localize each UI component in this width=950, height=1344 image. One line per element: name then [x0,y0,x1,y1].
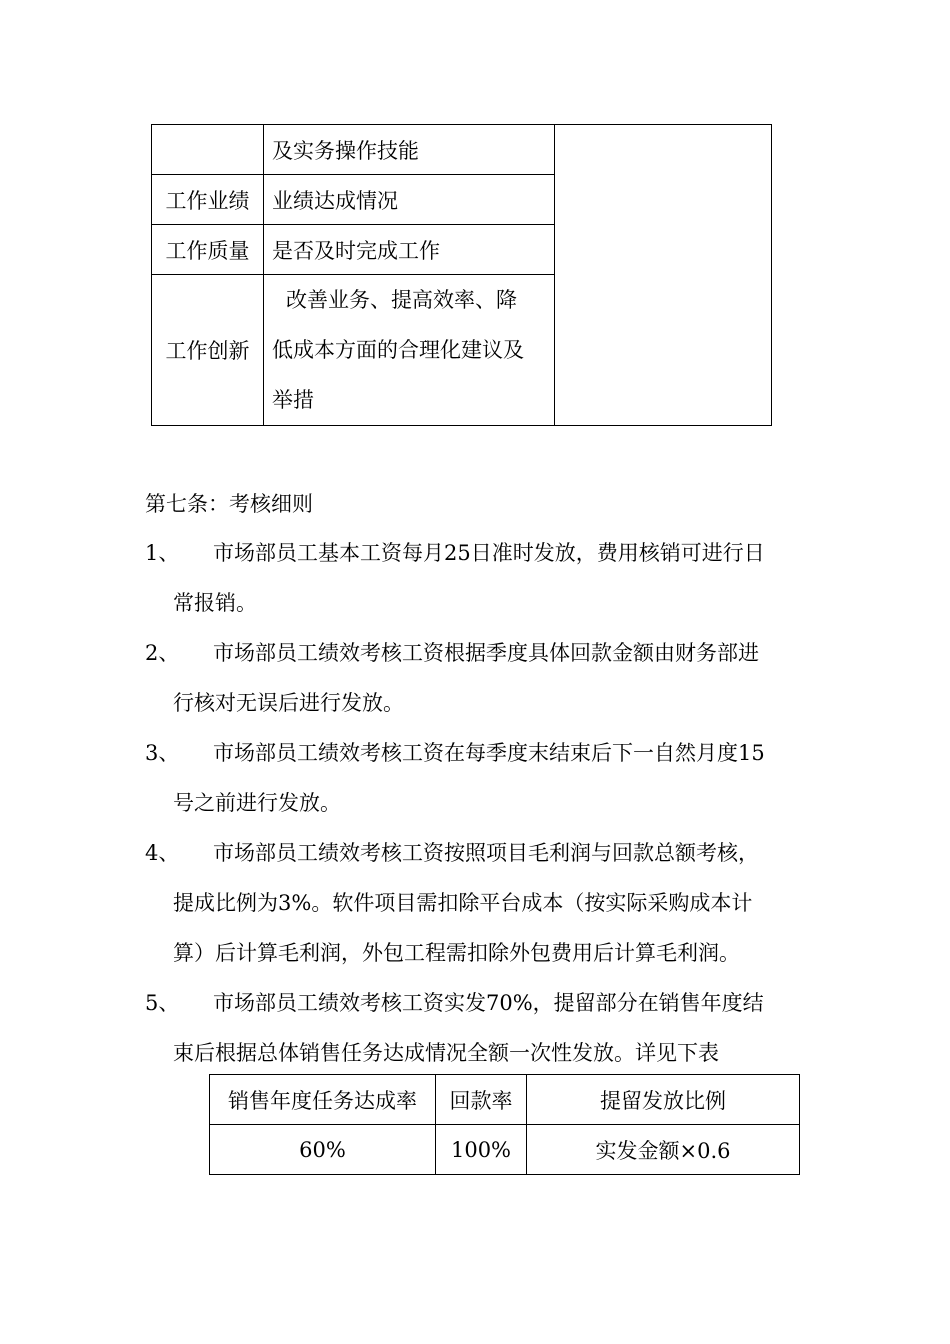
table-header-row [210,1075,800,1125]
item-line: 束后根据总体销售任务达成情况全额一次性发放。详见下表 [173,1041,719,1065]
list-item [145,528,815,628]
table-row [152,125,772,175]
criterion-cell: 及实务操作技能 [264,125,555,175]
list-item [145,828,815,978]
list-item [145,628,815,728]
item-number: 4、 [145,841,180,865]
table-cell: 60% [210,1125,436,1175]
column-header: 销售年度任务达成率 [210,1075,436,1125]
category-cell: 工作业绩 [152,175,264,225]
item-line: 市场部员工基本工资每月25日准时发放，费用核销可进行日 [213,541,765,565]
list-item [145,728,815,828]
score-cell [555,125,772,426]
list-item [145,978,815,1078]
category-cell: 工作质量 [152,225,264,275]
criterion-line: 改善业务、提高效率、降 [286,288,517,312]
criterion-cell [264,275,555,426]
evaluation-table [151,124,772,426]
section-heading: 第七条：考核细则 [145,492,313,516]
criterion-cell: 是否及时完成工作 [264,225,555,275]
category-cell [152,125,264,175]
table-row [210,1125,800,1175]
item-line: 行核对无误后进行发放。 [173,691,404,715]
item-number: 3、 [145,741,180,765]
item-number: 2、 [145,641,180,665]
category-cell: 工作创新 [152,275,264,426]
criterion-line: 低成本方面的合理化建议及 [272,338,524,362]
item-line: 提成比例为3%。软件项目需扣除平台成本（按实际采购成本计 [173,891,753,915]
item-line: 市场部员工绩效考核工资在每季度末结束后下一自然月度15 [213,741,765,765]
column-header: 提留发放比例 [527,1075,800,1125]
column-header: 回款率 [436,1075,527,1125]
criterion-line: 举措 [272,388,314,412]
criterion-cell: 业绩达成情况 [264,175,555,225]
item-number: 5、 [145,991,180,1015]
item-line: 号之前进行发放。 [173,791,341,815]
item-line: 市场部员工绩效考核工资实发70%，提留部分在销售年度结 [213,991,764,1015]
item-line: 市场部员工绩效考核工资根据季度具体回款金额由财务部进 [213,641,759,665]
item-line: 常报销。 [173,591,257,615]
item-line: 算）后计算毛利润，外包工程需扣除外包费用后计算毛利润。 [173,941,740,965]
item-number: 1、 [145,541,180,565]
item-line: 市场部员工绩效考核工资按照项目毛利润与回款总额考核， [213,841,759,865]
table-cell: 实发金额×0.6 [527,1125,800,1175]
retention-table [209,1074,800,1175]
table-cell: 100% [436,1125,527,1175]
